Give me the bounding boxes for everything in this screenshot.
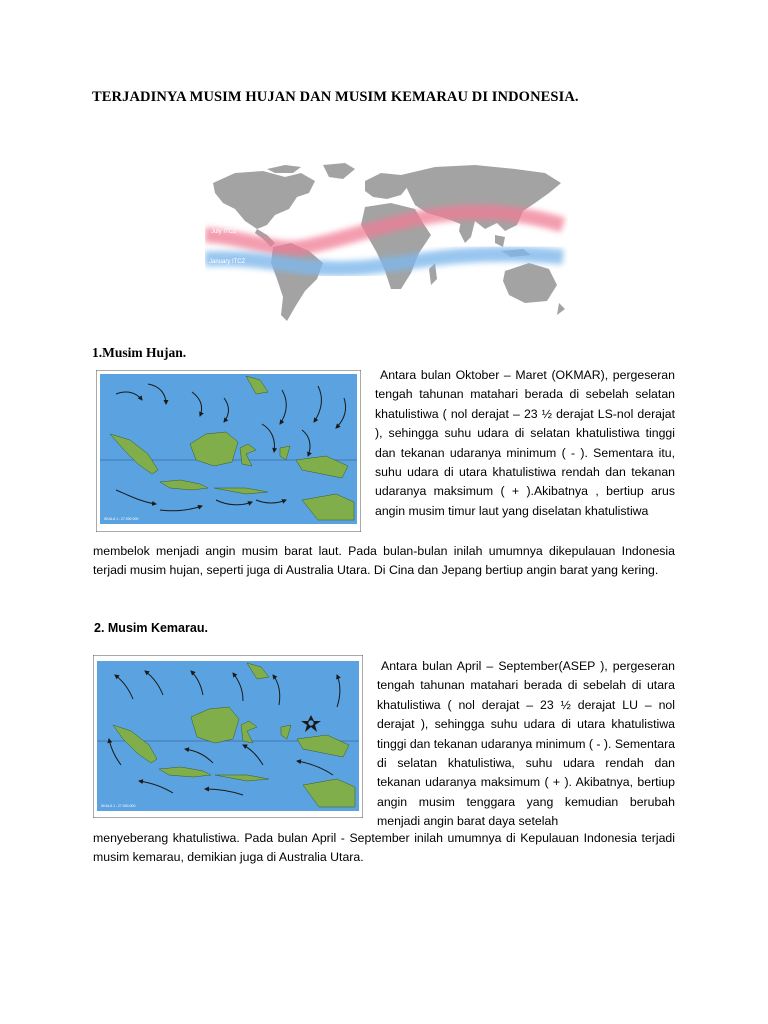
january-itcz-label: January ITCZ bbox=[209, 259, 246, 265]
page-title: TERJADINYA MUSIM HUJAN DAN MUSIM KEMARAU DI INDONESIA. bbox=[92, 89, 579, 105]
map-scale-label: SKALA 1 : 27.000.000 bbox=[104, 517, 139, 521]
paragraph-musim-kemarau-full: menyeberang khatulistiwa. Pada bulan April - September inilah umumnya di Kepulauan Indonesia terjadi musim kemarau, demikian juga di Australia Utara. bbox=[93, 831, 675, 865]
section-heading-musim-hujan: 1.Musim Hujan. bbox=[92, 345, 187, 360]
world-itcz-map bbox=[205, 163, 568, 325]
section-heading-musim-kemarau: 2. Musim Kemarau. bbox=[94, 621, 208, 635]
paragraph-musim-hujan-full: membelok menjadi angin musim barat laut. Pada bulan-bulan inilah umumnya dikepulauan Indonesia terjadi musim hujan, seperti juga di Australia Utara. Di Cina dan Jepang bertiup angin barat yang kering. bbox=[93, 544, 675, 578]
map-musim-hujan bbox=[96, 370, 361, 532]
map-scale-label: SKALA 1 : 27.000.000 bbox=[101, 804, 136, 808]
map-musim-kemarau bbox=[93, 655, 363, 818]
july-itcz-label: July ITCZ bbox=[211, 229, 237, 235]
paragraph-musim-kemarau-wrap: Antara bulan April – September(ASEP ), pergeseran tengah tahunan matahari berada di sebelah di utara khatulistiwa ( nol derajat – 23 ½ derajat LU – nol derajat ), sehingga suhu udara di utara khatulistiwa tinggi dan tekanan udaranya minimum ( - ). Sementara di selatan khatulistiwa, suhu udara rendah dan tekanan udaranya maksimum ( + ). Akibatnya, bertiup angin musim tenggara yang kemudian berubah menjadi angin barat daya setelah bbox=[377, 659, 676, 829]
paragraph-musim-hujan-wrap: Antara bulan Oktober – Maret (OKMAR), pergeseran tengah tahunan matahari berada di sebelah selatan khatulistiwa ( nol derajat – 23 ½ derajat LS-nol derajat ), sehingga suhu udara di selatan khatulistiwa tinggi dan tekanan udaranya minimum ( - ). Sementara itu, suhu udara di utara khatulistiwa rendah dan tekanan udaranya maksimum ( + ).Akibatnya , bertiup arus angin musim timur laut yang diselatan khatulistiwa bbox=[375, 368, 675, 518]
